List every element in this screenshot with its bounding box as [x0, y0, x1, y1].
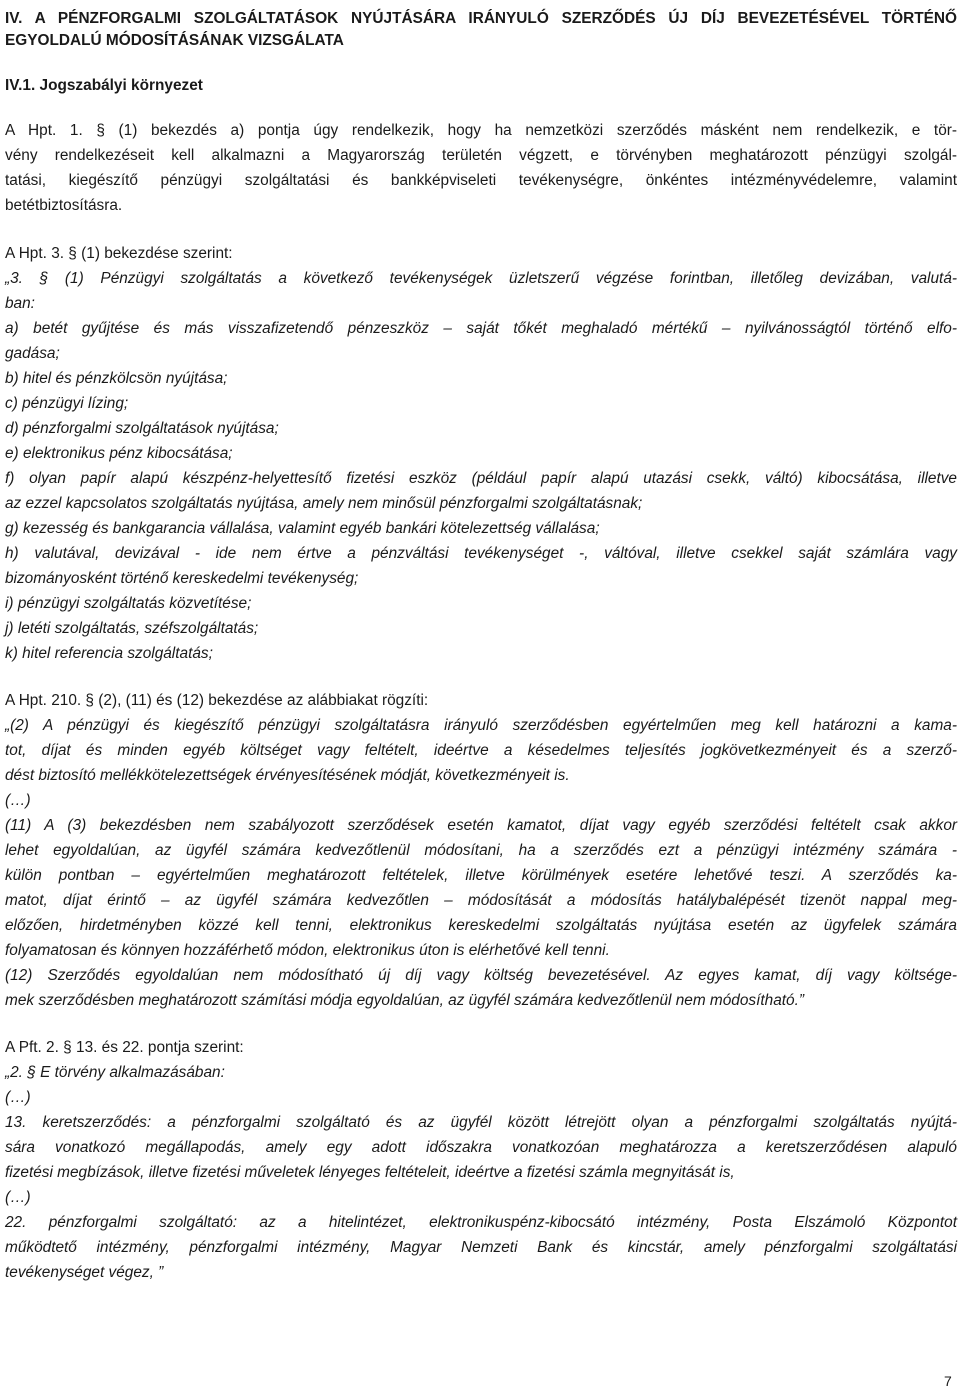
pft-quote-line: működtető intézmény, pénzforgalmi intézmény, Magyar Nemzeti Bank és kincstár, amely pénzforgalmi szolgáltatási [5, 1239, 957, 1256]
hpt1-line: A Hpt. 1. § (1) bekezdés a) pontja úgy rendelkezik, hogy ha nemzetközi szerződés másként nem rendelkezik, e tör- [5, 122, 957, 139]
hpt3-quote-line: k) hitel referencia szolgáltatás; [5, 645, 213, 662]
hpt3-quote-line: g) kezesség és bankgarancia vállalása, valamint egyéb bankári kötelezettség vállalása; [5, 520, 600, 537]
subsection-heading: IV.1. Jogszabályi környezet [5, 77, 203, 94]
hpt3-quote-line: ban: [5, 295, 35, 312]
pft-quote-line: (…) [5, 1089, 31, 1106]
hpt1-line: tatási, kiegészítő pénzügyi szolgáltatási és bankképviseleti tevékenységre, önkéntes intézményvédelemre, valamint [5, 172, 957, 189]
pft-quote-line: fizetési megbízások, illetve fizetési műveletek lényeges feltételeit, ideértve a fizetési számla megnyitását is, [5, 1164, 735, 1181]
hpt3-quote-line: e) elektronikus pénz kibocsátása; [5, 445, 233, 462]
pft-intro: A Pft. 2. § 13. és 22. pontja szerint: [5, 1039, 244, 1056]
hpt3-quote-line: h) valutával, devizával - ide nem értve a pénzváltási tevékenységet -, váltóval, illetve csekkel saját számlára vagy [5, 545, 957, 562]
hpt210-quote-line: előzően, hirdetményben közzé kell tenni, elektronikus kereskedelmi szolgáltatás nyújtása esetén az ügyfelek számára [5, 917, 957, 934]
hpt210-quote-line: lehet egyoldalúan, az ügyfél számára kedvezőtlenül módosítani, ha a szerződés ezt a pénzügyi intézmény számára - [5, 842, 957, 859]
hpt210-quote-line: dést biztosító mellékkötelezettségek érvényesítésének módját, következményeit is. [5, 767, 570, 784]
hpt3-quote-line: „3. § (1) Pénzügyi szolgáltatás a következő tevékenységek üzletszerű végzése forintban, illetőleg devizában, valutá- [5, 270, 957, 287]
hpt210-quote-line: (…) [5, 792, 31, 809]
hpt3-quote-line: a) betét gyűjtése és más visszafizetendő pénzeszköz – saját tőkét meghaladó mértékű – nyilvánosságtól történő elfo- [5, 320, 957, 337]
pft-quote-line: sára vonatkozó megállapodás, amely egy adott időszakra vonatkozóan meghatározza a keretszerződésen alapuló [5, 1139, 957, 1156]
section-heading-line-1: IV. A PÉNZFORGALMI SZOLGÁLTATÁSOK NYÚJTÁSÁRA IRÁNYULÓ SZERZŐDÉS ÚJ DÍJ BEVEZETÉSÉVEL TÖRTÉNŐ [5, 10, 957, 27]
hpt210-quote-line: folyamatosan és könnyen hozzáférhető módon, elektronikus úton is elérhetővé kell tenni. [5, 942, 610, 959]
page-number: 7 [944, 1373, 952, 1389]
pft-quote-line: „2. § E törvény alkalmazásában: [5, 1064, 225, 1081]
hpt210-quote-line: (11) A (3) bekezdésben nem szabályozott szerződések esetén kamatot, díjat vagy egyéb szerződési feltételt csak akkor [5, 817, 957, 834]
hpt210-quote-line: külön pontban – egyértelműen meghatározott feltételek, illetve körülmények esetére lehetővé teszi. A szerződés ka- [5, 867, 957, 884]
hpt3-quote-line: i) pénzügyi szolgáltatás közvetítése; [5, 595, 252, 612]
hpt3-quote-line: c) pénzügyi lízing; [5, 395, 129, 412]
hpt3-quote-line: d) pénzforgalmi szolgáltatások nyújtása; [5, 420, 279, 437]
hpt210-quote-line: tot, díjat és minden egyéb költséget vagy feltételt, ideértve a késedelmes teljesítés jogkövetkezményeit és a szerző- [5, 742, 957, 759]
hpt3-quote-line: bizományosként történő kereskedelmi tevékenység; [5, 570, 359, 587]
hpt1-line: betétbiztosításra. [5, 197, 123, 214]
hpt3-quote-line: az ezzel kapcsolatos szolgáltatás nyújtása, amely nem minősül pénzforgalmi szolgáltatásnak; [5, 495, 643, 512]
hpt1-line: vény rendelkezéseit kell alkalmazni a Magyarország területén végzett, e törvényben meghatározott pénzügyi szolgál- [5, 147, 957, 164]
hpt3-quote-line: f) olyan papír alapú készpénz-helyettesítő fizetési eszköz (például papír alapú utazási csekk, váltó) kibocsátása, illetve [5, 470, 957, 487]
hpt3-intro: A Hpt. 3. § (1) bekezdése szerint: [5, 245, 233, 262]
hpt210-quote-line: „(2) A pénzügyi és kiegészítő pénzügyi szolgáltatásra irányuló szerződésben egyértelműen meg kell határozni a kama- [5, 717, 957, 734]
pft-quote-line: tevékenységet végez, ” [5, 1264, 164, 1281]
pft-quote-line: 13. keretszerződés: a pénzforgalmi szolgáltató és az ügyfél között létrejött olyan a pénzforgalmi szolgáltatás nyújtá- [5, 1114, 957, 1131]
hpt210-quote-line: matot, díjat érintő – az ügyfél számára kedvezőtlen – módosítását a módosítás hatálybalépését tizenöt nappal meg- [5, 892, 957, 909]
hpt210-quote-line: mek szerződésben meghatározott számítási módja egyoldalúan, az ügyfél számára kedvezőtlenül nem módosítható.” [5, 992, 805, 1009]
section-heading-line-2: EGYOLDALÚ MÓDOSÍTÁSÁNAK VIZSGÁLATA [5, 32, 344, 49]
hpt3-quote-line: gadása; [5, 345, 60, 362]
hpt3-quote-line: b) hitel és pénzkölcsön nyújtása; [5, 370, 228, 387]
hpt3-quote-line: j) letéti szolgáltatás, széfszolgáltatás; [5, 620, 259, 637]
hpt210-quote-line: (12) Szerződés egyoldalúan nem módosítható új díj vagy költség bevezetésével. Az egyes kamat, díj vagy költsége- [5, 967, 957, 984]
pft-quote-line: 22. pénzforgalmi szolgáltató: az a hitelintézet, elektronikuspénz-kibocsátó intézmény, Posta Elszámoló Központot [5, 1214, 957, 1231]
hpt210-intro: A Hpt. 210. § (2), (11) és (12) bekezdése az alábbiakat rögzíti: [5, 692, 429, 709]
pft-quote-line: (…) [5, 1189, 31, 1206]
